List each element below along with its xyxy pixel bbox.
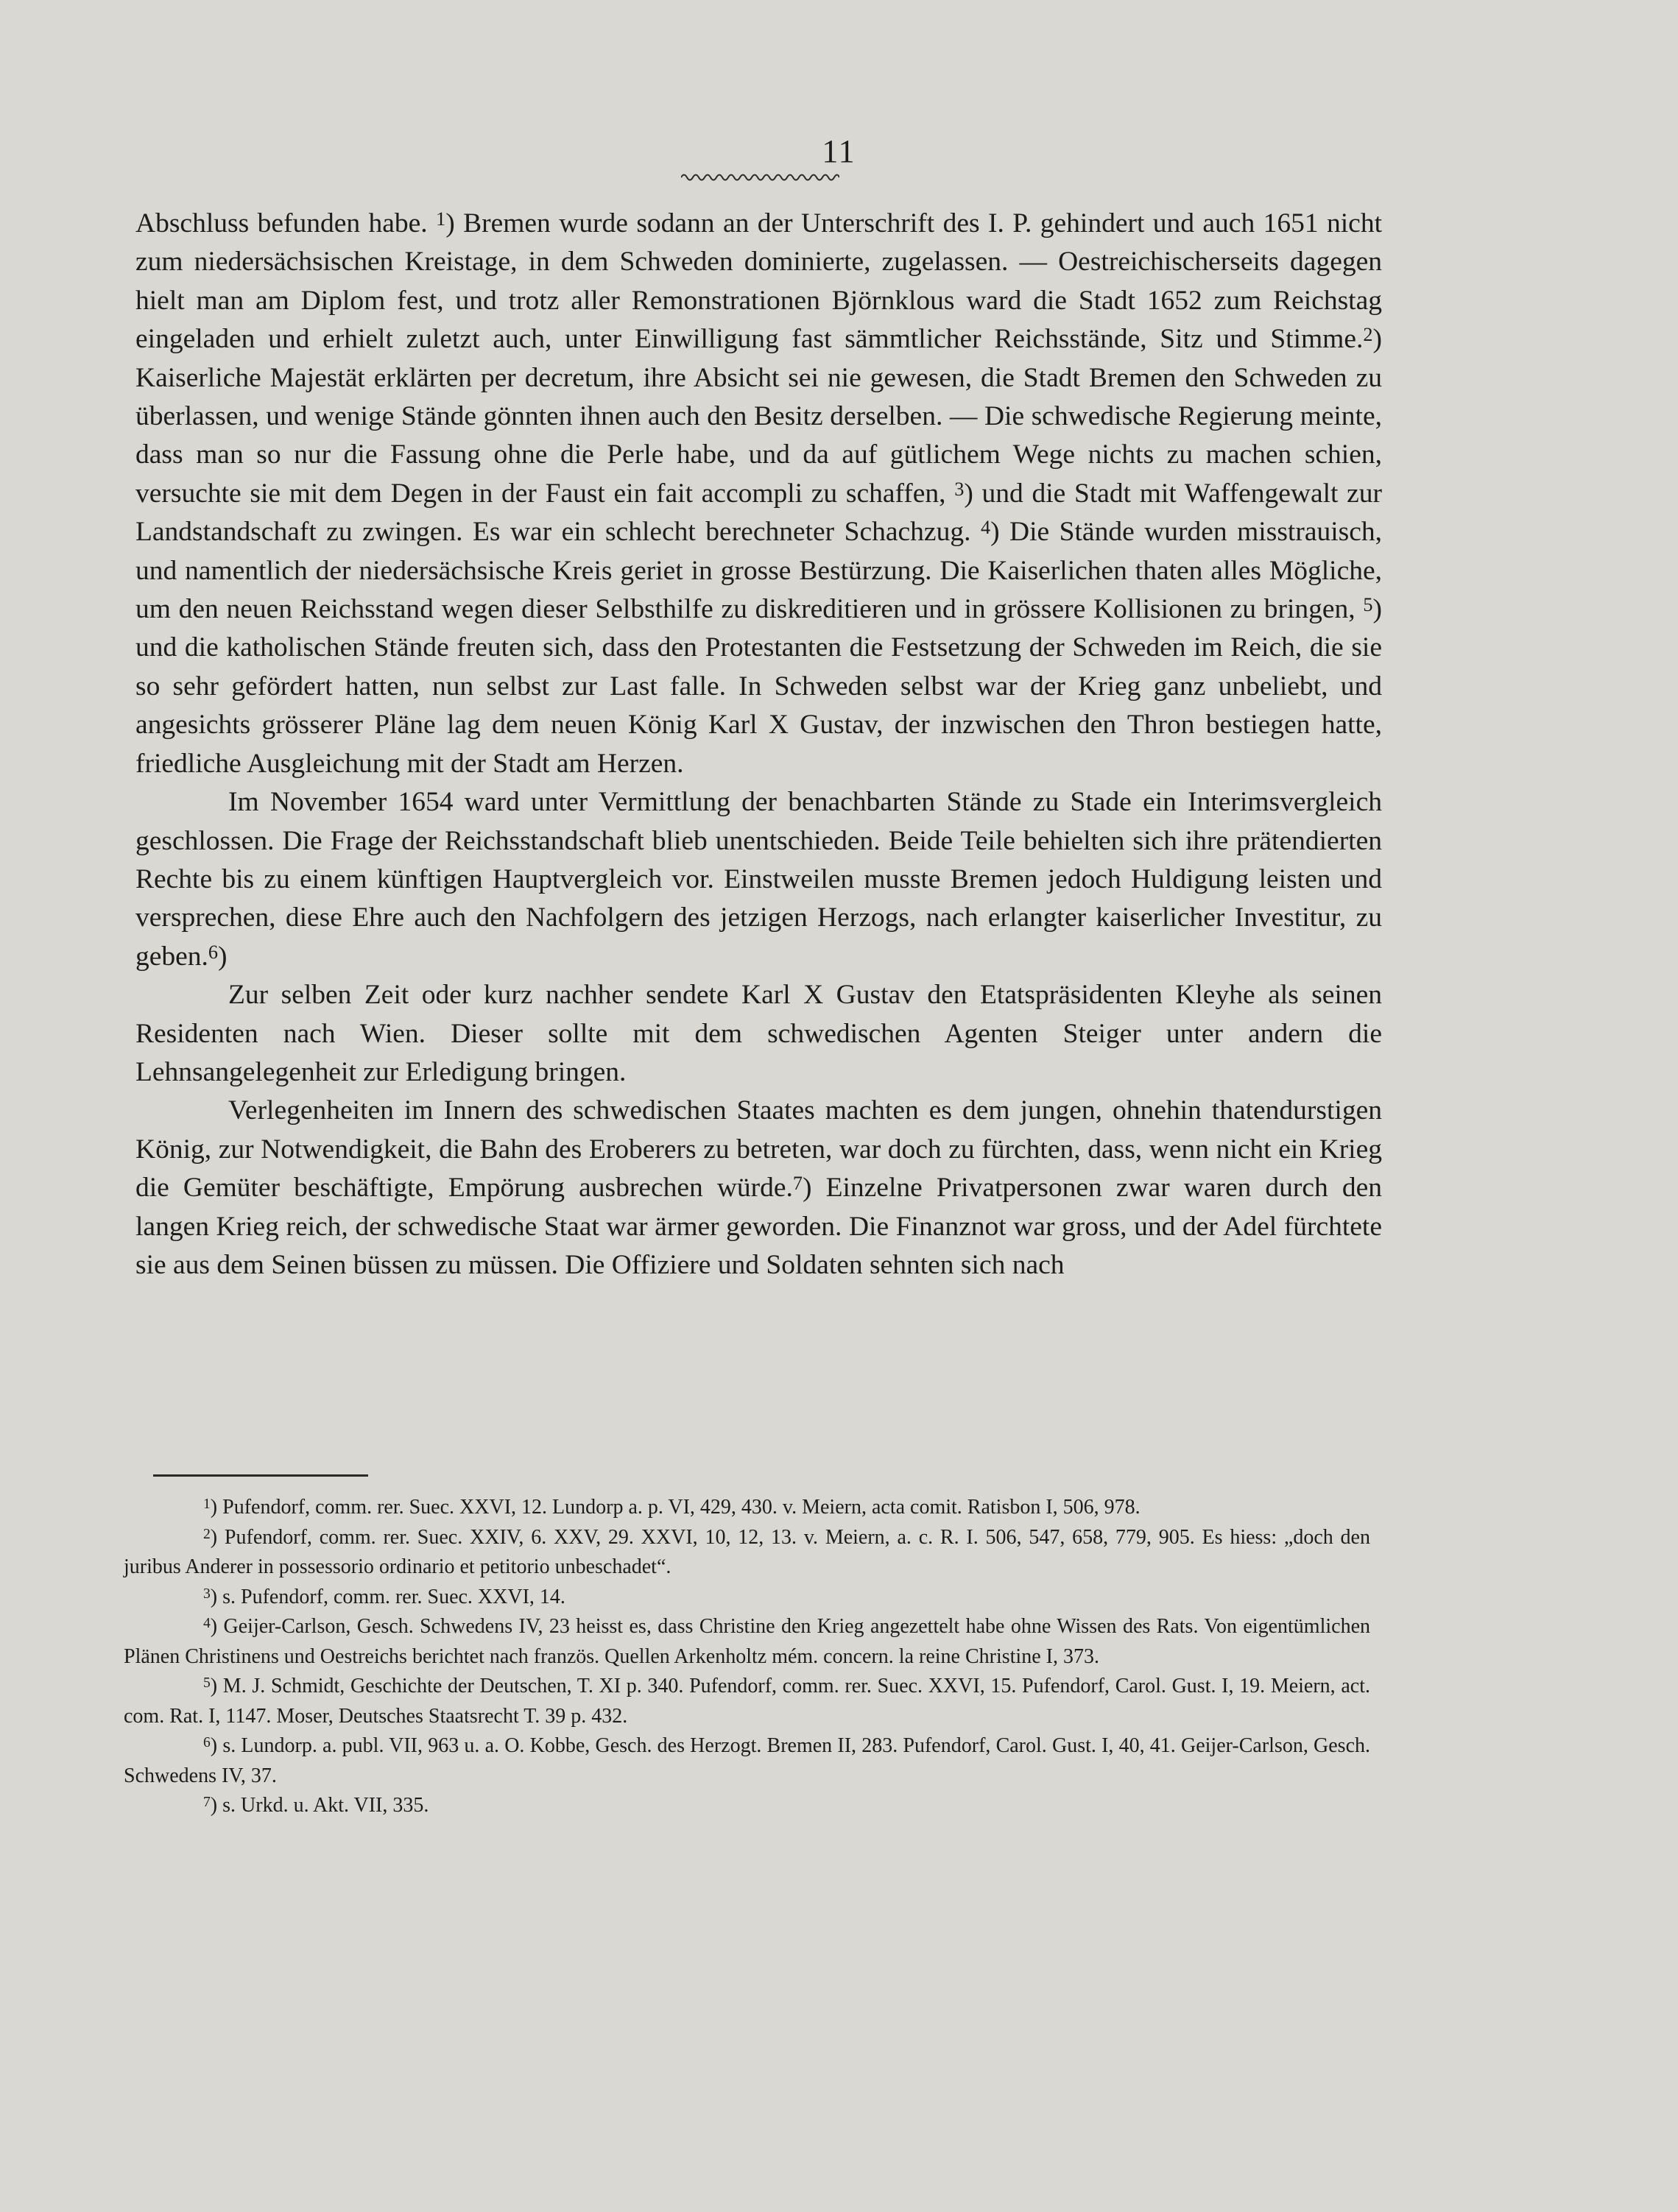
footnote xyxy=(124,1731,1370,1791)
paragraph-text: ) und die katholischen Stände freuten sich, dass den Protestanten die Festsetzung der Schweden im Reich, die sie so sehr gefördert hatten, nun selbst zur Last falle. In Schweden selbst war der Krieg ganz unbeliebt, und angesichts grösserer Pläne lag dem neuen König Karl X Gustav, der inzwischen den Thron bestiegen hatte, friedliche Ausgleichung mit der Stadt am Herzen. xyxy=(135,594,1382,779)
footnote-text: ) M. J. Schmidt, Geschichte der Deutschen, T. XI p. 340. Pufendorf, comm. rer. Suec. XXVI, 15. Pufendorf, Carol. Gust. I, 19. Meiern, act. com. Rat. I, 1147. Moser, Deutsches Staatsrecht T. 39 p. 432. xyxy=(124,1675,1370,1728)
footnote xyxy=(124,1493,1370,1523)
footnote-text: ) s. Lundorp. a. publ. VII, 963 u. a. O. Kobbe, Gesch. des Herzogt. Bremen II, 283. Pufendorf, Carol. Gust. I, 40, 41. Geijer-Carlson, Gesch. Schwedens IV, 37. xyxy=(124,1734,1370,1787)
footnote-number: 4 xyxy=(203,1616,211,1632)
paragraph-text: Verlegenheiten im Innern des schwedischen Staates machten es dem jungen, ohnehin thatendurstigen König, zur Notwendigkeit, die Bahn des Eroberers zu betreten, war doch zu fürchten, dass, wenn nicht ein Krieg die Gemüter beschäftigte, Empörung ausbrechen würde. xyxy=(135,1095,1382,1204)
footnote-reference: 6 xyxy=(208,941,219,963)
footnote-text: ) Pufendorf, comm. rer. Suec. XXVI, 12. Lundorp a. p. VI, 429, 430. v. Meiern, acta comit. Ratisbon I, 506, 978. xyxy=(210,1496,1141,1519)
paragraph xyxy=(135,976,1382,1092)
footnote-reference: 4 xyxy=(980,517,991,539)
footnote-number: 2 xyxy=(203,1526,211,1542)
footnote-text: ) Geijer-Carlson, Gesch. Schwedens IV, 23 heisst es, dass Christine den Krieg angezettelt habe ohne Wissen des Rats. Von eigentümlichen Plänen Christinens und Oestreichs berichtet nach französ. Quellen Arkenholtz mém. concern. la reine Christine I, 373. xyxy=(124,1615,1370,1668)
footnote xyxy=(124,1523,1370,1583)
footnote-text: ) s. Pufendorf, comm. rer. Suec. XXVI, 14. xyxy=(210,1585,565,1608)
page-number: 11 xyxy=(822,133,856,169)
paragraph xyxy=(135,783,1382,976)
paragraph-text: Im November 1654 ward unter Vermittlung der benachbarten Stände zu Stade ein Interimsvergleich geschlossen. Die Frage der Reichsstandschaft blieb unentschieden. Beide Teile behielten sich ihre prätendierten Rechte bis zu einem künftigen Hauptvergleich vor. Einstweilen musste Bremen jedoch Huldigung leisten und versprechen, diese Ehre auch den Nachfolgern des jetzigen Herzogs, nach erlangter kaiserlicher Investitur, zu geben. xyxy=(135,787,1382,972)
paragraph-text: Zur selben Zeit oder kurz nachher sendete Karl X Gustav den Etatspräsidenten Kleyhe als seinen Residenten nach Wien. Dieser sollte mit dem schwedischen Agenten Steiger unter andern die Lehnsangelegenheit zur Erledigung bringen. xyxy=(135,980,1382,1087)
footnote-reference: 1 xyxy=(436,208,446,230)
footnote-separator xyxy=(153,1474,368,1477)
footnote-reference: 3 xyxy=(954,478,965,500)
paragraph-text: Abschluss befunden habe. xyxy=(135,208,437,238)
paragraph-text: ) Die Stände wurden misstrauisch, und namentlich der niedersächsische Kreis geriet in grosse Bestürzung. Die Kaiserlichen thaten alles Mögliche, um den neuen Reichsstand wegen dieser Selbsthilfe zu diskreditieren und in grössere Kollisionen zu bringen, xyxy=(135,517,1382,625)
footnote-reference: 7 xyxy=(792,1172,803,1194)
footnote xyxy=(124,1612,1370,1672)
footnote-number: 6 xyxy=(203,1735,211,1751)
footnote-number: 1 xyxy=(203,1497,211,1513)
paragraph-text: ) Einzelne Privatpersonen zwar waren durch den langen Krieg reich, der schwedische Staat war ärmer geworden. Die Finanznot war gross, und der Adel fürchtete sie aus dem Seinen büssen zu müssen. Die Offiziere und Soldaten sehnten sich nach xyxy=(135,1173,1382,1280)
footnote-text: ) s. Urkd. u. Akt. VII, 335. xyxy=(210,1794,429,1817)
footnotes-section xyxy=(124,1493,1370,1821)
paragraph-text: ) und die Stadt mit Waffengewalt zur Landstandschaft zu zwingen. Es war ein schlecht berechneter Schachzug. xyxy=(135,478,1382,548)
footnote-reference: 5 xyxy=(1363,593,1373,615)
footnote-number: 5 xyxy=(203,1675,211,1692)
footnote xyxy=(124,1791,1370,1821)
footnote xyxy=(124,1583,1370,1613)
paragraph-text: ) xyxy=(218,941,228,972)
wavy-rule-ornament xyxy=(681,171,839,181)
paragraph xyxy=(135,1092,1382,1285)
footnote-number: 3 xyxy=(203,1586,211,1602)
main-text-body xyxy=(135,205,1382,1285)
footnote-reference: 2 xyxy=(1363,324,1373,346)
paragraph-text: ) Kaiserliche Majestät erklärten per decretum, ihre Absicht sei nie gewesen, die Stadt Bremen den Schweden zu überlassen, und wenige Stände gönnten ihnen auch den Besitz derselben. — Die schwedische Regierung meinte, dass man so nur die Fassung ohne die Perle habe, und da auf gütlichem Wege nichts zu machen schien, versuchte sie mit dem Degen in der Faust ein fait accompli zu schaffen, xyxy=(135,324,1382,509)
footnote-text: ) Pufendorf, comm. rer. Suec. XXIV, 6. XXV, 29. XXVI, 10, 12, 13. v. Meiern, a. c. R. I. 506, 547, 658, 779, 905. Es hiess: „doch den juribus Anderer in possessorio ordinario et petitorio unbeschadet“. xyxy=(124,1525,1370,1578)
paragraph xyxy=(135,205,1382,783)
footnote xyxy=(124,1672,1370,1731)
footnote-number: 7 xyxy=(203,1795,211,1811)
paragraph-text: ) Bremen wurde sodann an der Unterschrift des I. P. gehindert und auch 1651 nicht zum niedersächsischen Kreistage, in dem Schweden dominierte, zugelassen. — Oestreichischerseits dagegen hielt man am Diplom fest, und trotz aller Remonstrationen Björnklous ward die Stadt 1652 zum Reichstag eingeladen und erhielt zuletzt auch, unter Einwilligung fast sämmtlicher Reichsstände, Sitz und Stimme. xyxy=(135,208,1382,355)
